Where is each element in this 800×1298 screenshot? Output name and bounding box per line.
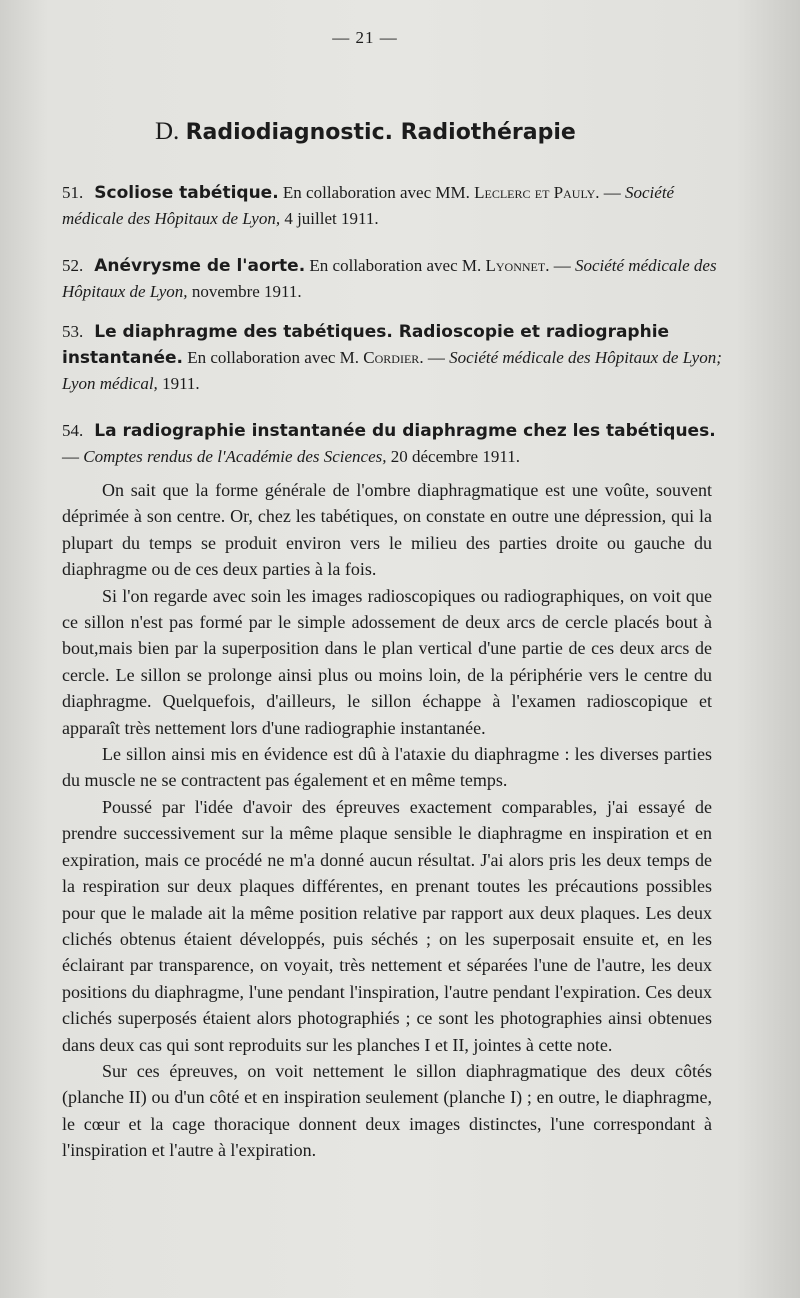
bibliography-entry [62,180,722,232]
paragraph: Si l'on regarde avec soin les images radioscopiques ou radiographiques, on voit que ce sillon n'est pas formé par le simple adossement de deux arcs de cercle placés bout à bout,mais bien par la superposition dans le plan vertical d'une partie de ces deux arcs de cercle. Le sillon se prolonge ainsi plus ou moins loin, de la périphérie vers le centre du diaphragme. Quelquefois, d'ailleurs, le sillon échappe à l'examen radioscopique et apparaît très nettement lors d'une radiographie instantanée. [62,585,712,738]
entry-title: La radiographie instantanée du diaphragme chez les tabétiques. [94,421,716,441]
paragraph: Sur ces épreuves, on voit nettement le sillon diaphragmatique des deux côtés (planche II) ou d'un côté et en inspiration seulement (planche I) ; en outre, le diaphragme, le cœur et la cage thoracique donnent deux images distinctes, l'une correspondant à l'inspiration et l'autre à l'expiration. [62,1060,712,1161]
entry-authors: Lyonnet [485,256,546,275]
entry-date: 1911. [162,374,200,393]
entry-collaboration: En collaboration avec M. [187,348,360,367]
entry-date: 4 juillet 1911. [284,209,379,228]
body-text [62,477,712,1164]
entry-title: Le diaphragme des tabétiques. Radioscopie et radiographie instantanée. [62,322,670,368]
entry-date: novembre 1911. [191,282,302,301]
entry-number: 53. [62,322,84,341]
bibliography-entry [62,253,722,305]
section-heading [155,118,576,146]
entry-journal: Société médicale des Hôpitaux de Lyon, [62,256,717,301]
entry-authors: Cordier [363,348,420,367]
bibliography-entry [62,319,722,397]
entry-collaboration: En collaboration avec M. [309,256,482,275]
entry-separator: . — [595,183,621,202]
entry-authors: Leclerc et Pauly [474,183,596,202]
entry-number: 51. [62,183,84,202]
entry-number: 54. [62,421,84,440]
paragraph: Poussé par l'idée d'avoir des épreuves exactement comparables, j'ai essayé de prendre successivement sur la même plaque sensible le diaphragme en inspiration et en expiration, mais ce procédé ne m'a donné aucun résultat. J'ai alors pris les deux temps de la respiration sur deux plaques différentes, en prenant toutes les précautions possibles pour que le malade ait la même position relative par rapport aux deux plaques. Les deux clichés obtenus étaient développés, puis séchés ; on les superposait ensuite et, en les éclairant par transparence, on voyait, très nettement et séparées l'une de l'autre, les deux positions du diaphragme, l'une pendant l'inspiration, l'autre pendant l'expiration. Ces deux clichés superposés étaient alors photographiés ; ce sont les photographies ainsi obtenues dans deux cas qui sont reproduits sur les planches I et II, jointes à cette note. [62,796,712,1055]
paragraph: On sait que la forme générale de l'ombre diaphragmatique est une voûte, souvent déprimée à son centre. Or, chez les tabétiques, on constate en outre une dépression, qui la plupart du temps se produit environ vers le milieu des parties droite ou gauche du diaphragme ou de ces deux parties à la fois. [62,480,712,580]
entry-separator: — [62,447,79,466]
entry-journal: Société médicale des Hôpitaux de Lyon, [62,183,675,228]
paragraph: Le sillon ainsi mis en évidence est dû à l'ataxie du diaphragme : les diverses parties du muscle ne se contractent pas également et en même temps. [62,744,712,791]
entry-number: 52. [62,256,84,275]
page-number: — 21 — [332,28,398,47]
entry-journal: Société médicale des Hôpitaux de Lyon; Lyon médical, [62,348,722,393]
section-title: Radiodiagnostic. Radiothérapie [185,120,576,145]
entry-title: Scoliose tabétique. [94,183,279,203]
section-letter: D. [155,118,180,145]
bibliography-entry [62,418,722,470]
entry-title: Anévrysme de l'aorte. [94,256,306,276]
entry-separator: . — [419,348,445,367]
entry-separator: . — [545,256,571,275]
entry-date: 20 décembre 1911. [390,447,520,466]
entry-journal: Comptes rendus de l'Académie des Sciences, [83,447,387,466]
entry-collaboration: En collaboration avec MM. [282,183,470,202]
